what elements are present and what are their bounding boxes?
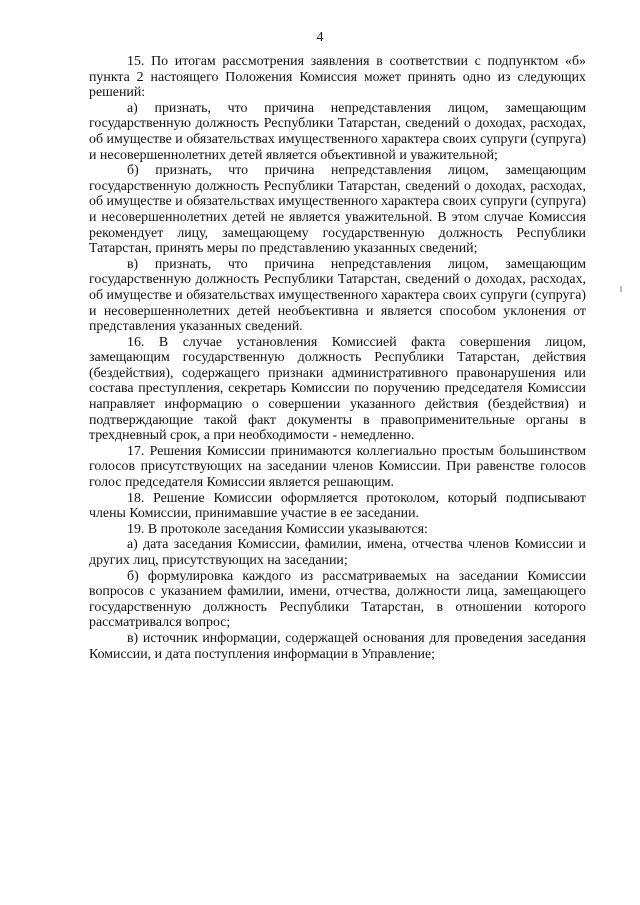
paragraph-16: 16. В случае установления Комиссией факта совершения лицом, замещающим государственную должность Республики Татарстан, действия (бездействия), содержащего признаки административного правонарушения или состава преступления, секретарь Комиссии по поручению председателя Комиссии направляет информацию о совершении указанного действия (бездействия) и подтверждающие такой факт документы в правоприменительные органы в трехдневный срок, а при необходимости - немедленно. xyxy=(89,334,586,444)
paragraph-15-v: в) признать, что причина непредставления лицом, замещающим государственную должность Республики Татарстан, сведений о доходах, расходах, об имуществе и обязательствах имущественного характера своих супруги (супруга) и несовершеннолетних детей необъективна и является способом уклонения от представления указанных сведений. xyxy=(89,256,586,335)
scan-margin-mark xyxy=(620,286,622,292)
paragraph-19: 19. В протоколе заседания Комиссии указываются: xyxy=(127,521,428,537)
paragraph-19-v: в) источник информации, содержащей основания для проведения заседания Комиссии, и дата поступления информации в Управление; xyxy=(89,630,586,662)
paragraph-19-b: б) формулировка каждого из рассматриваемых на заседании Комиссии вопросов с указанием фамилии, имени, отчества, должности лица, замещающего государственную должность Республики Татарстан, в отношении которого рассматривался вопрос; xyxy=(89,568,586,631)
paragraph-18: 18. Решение Комиссии оформляется протоколом, который подписывают члены Комиссии, принимавшие участие в ее заседании. xyxy=(89,490,586,522)
page-number: 4 xyxy=(316,30,324,45)
paragraph-17: 17. Решения Комиссии принимаются коллегиально простым большинством голосов присутствующих на заседании членов Комиссии. При равенстве голосов голос председателя Комиссии является решающим. xyxy=(89,443,586,491)
paragraph-15-b: б) признать, что причина непредставления лицом, замещающим государственную должность Республики Татарстан, сведений о доходах, расходах, об имуществе и обязательствах имущественного характера своих супруги (супруга) и несовершеннолетних детей не является уважительной. В этом случае Комиссия рекомендует лицу, замещающему государственную должность Республики Татарстан, принять меры по представлению указанных сведений; xyxy=(89,163,586,257)
paragraph-19-a: а) дата заседания Комиссии, фамилии, имена, отчества членов Комиссии и других лиц, присутствующих на заседании; xyxy=(89,537,586,568)
paragraph-15-a: а) признать, что причина непредставления лицом, замещающим государственную должность Республики Татарстан, сведений о доходах, расходах, об имуществе и обязательствах имущественного характера своих супруги (супруга) и несовершеннолетних детей является объективной и уважительной; xyxy=(89,100,586,163)
paragraph-15: 15. По итогам рассмотрения заявления в соответствии с подпунктом «б» пункта 2 настоящего Положения Комиссия может принять одно из следующих решений: xyxy=(89,54,586,101)
document-body xyxy=(89,54,586,662)
